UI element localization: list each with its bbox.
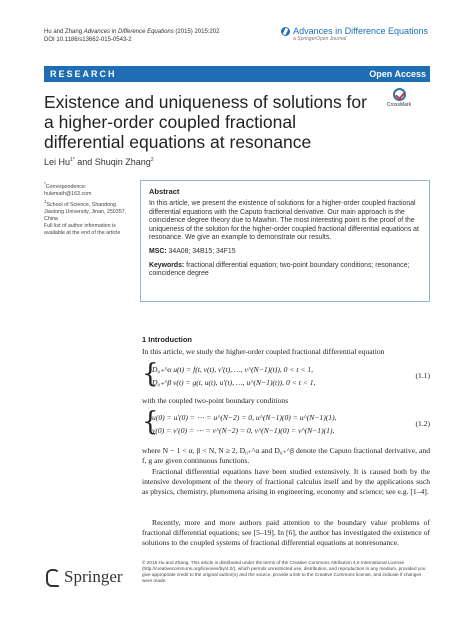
equation-number: (1.1)	[415, 371, 430, 380]
author-2[interactable]: and Shuqin Zhang	[74, 157, 151, 167]
springer-horse-icon	[44, 567, 60, 587]
author-2-affil: 2	[150, 157, 154, 163]
author-metadata	[44, 180, 132, 237]
crossmark-label: CrossMark	[386, 102, 412, 108]
intro-paragraph-5: Recently, more and more authors paid attention to the boundary value problems of fractional differential equations; see [5–19]. In [6], the author has investigated the existence of solutions to the coupled systems of fractional differential equations at nonresonance.	[142, 518, 430, 547]
abstract-heading: Abstract	[149, 187, 180, 196]
crossmark-badge[interactable]	[378, 88, 420, 108]
equation-1-1	[142, 359, 430, 390]
equation-1-2	[142, 407, 430, 438]
correspondence-email[interactable]: hulemath@163.com	[44, 190, 92, 197]
intro-paragraph-2: with the coupled two-point boundary conditions	[142, 396, 289, 405]
intro-paragraph-3: where N − 1 < α, β < N, N ≥ 2, D₀₊^α and D₀₊^β denote the Caputo fractional derivative, and f, g are given continuous functions.	[142, 446, 430, 465]
publisher-name: Springer	[64, 567, 123, 586]
abstract-box	[140, 180, 430, 302]
license-text: © 2015 Hu and Zhang. This article is distributed under the terms of the Creative Commons Attribution 4.0 International License (http://creativecommons.org/licenses/by/4.0/), which permits unrestricted use, distribution, and reproduction in any medium, provided you give appropriate credit to the original author(s) and the source, provide a link to the Creative Commons license, and indicate if changes were made.	[142, 560, 426, 583]
equation-number: (1.2)	[415, 419, 430, 428]
msc-label: MSC:	[149, 247, 167, 255]
doi[interactable]: DOI 10.1186/s13662-015-0543-2	[44, 37, 132, 43]
author-1-affil: 1*	[70, 157, 75, 163]
citation-year: (2015) 2015:202	[173, 29, 220, 35]
author-1[interactable]: Lei Hu	[44, 157, 71, 167]
article-type-banner	[44, 66, 430, 82]
citation-line	[44, 28, 219, 36]
equation-1-1-line-2: D₀₊^β v(t) = g(t, u(t), u′(t), …, u^(N−1)(t)), 0 < t < 1,	[152, 378, 316, 387]
affil-mark: 1	[44, 198, 47, 204]
keywords-label: Keywords:	[149, 261, 185, 269]
crossmark-icon	[393, 88, 406, 101]
citation-journal: Advances in Difference Equations	[83, 29, 174, 35]
intro-paragraph-1: In this article, we study the higher-order coupled fractional differential equation	[142, 347, 385, 356]
equation-1-1-line-1: D₀₊^α u(t) = f(t, v(t), v′(t), …, v^(N−1)(t)), 0 < t < 1,	[152, 365, 314, 374]
open-access-label: Open Access	[369, 69, 426, 79]
section-heading-introduction: 1 Introduction	[142, 335, 192, 344]
publisher-logo	[44, 567, 123, 587]
citation-header	[44, 28, 219, 44]
msc-codes: 34A08; 34B15; 34F15	[168, 247, 236, 255]
article-title: Existence and uniqueness of solutions for a higher-order coupled fractional differential equations at resonance	[44, 92, 367, 152]
equation-brace: {	[142, 359, 159, 389]
abstract-text: In this article, we present the existence of solutions for a higher-order coupled fractional differential equations with the Caputo fractional derivative. Our main approach is the coincidence degree theory due to Mawhin. The most interesting point is the proof of the uniqueness of the solution for the higher-order coupled fractional differential equations at resonance. We give an example to demonstrate our results.	[149, 200, 419, 242]
journal-name: Advances in Difference Equations	[293, 26, 428, 36]
corr-mark: *	[44, 181, 46, 186]
keywords-line	[149, 262, 421, 279]
affiliation: School of Science, Shandong Jiaotong University, Jinan, 250357, China	[44, 201, 127, 222]
keywords: fractional differential equation; two-point boundary conditions; resonance; coincidence degree	[149, 261, 410, 278]
article-type-label: RESEARCH	[50, 69, 117, 79]
intro-paragraph-4: Fractional differential equations have been studied extensively. It is caused both by the intensive development of the theory of fractional calculus itself and by the applications such as physics, chemistry, phenomena arising in engineering, economy and science; see e.g. [1–4].	[142, 467, 430, 496]
msc-line	[149, 248, 421, 257]
author-list	[44, 157, 154, 167]
correspondence-label: Correspondence:	[45, 183, 87, 190]
journal-subtitle: a SpringerOpen Journal	[293, 36, 347, 42]
journal-brand	[281, 26, 428, 42]
author-info-note: Full list of author information is available at the end of the article	[44, 222, 121, 236]
springeropen-logo-icon	[281, 27, 290, 36]
equation-1-2-line-2: v(0) = v′(0) = ⋯ = v^(N−2) = 0, v^(N−1)(0) = v^(N−1)(1),	[152, 426, 335, 435]
equation-1-2-line-1: u(0) = u′(0) = ⋯ = u^(N−2) = 0, u^(N−1)(0) = u^(N−1)(1),	[152, 413, 337, 422]
equation-brace: {	[142, 407, 159, 437]
citation-authors: Hu and Zhang	[44, 29, 83, 35]
